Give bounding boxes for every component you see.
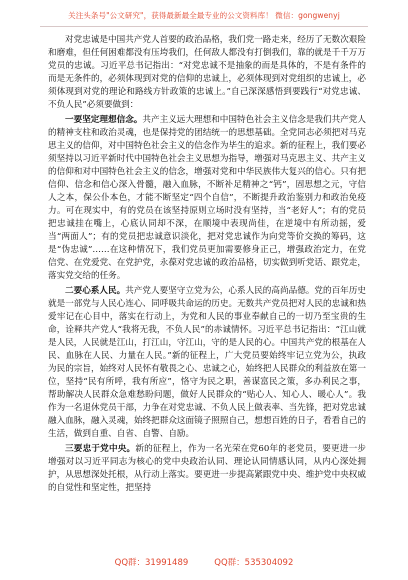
section-3 (48, 443, 366, 495)
footer-contacts (40, 552, 368, 572)
footer-qq-group-1: QQ群：31991489 (114, 558, 189, 568)
header-banner: 关注头条号"公文研究"，获得最新最全最专业的公文资料库！ 微信：gongwenyj (68, 10, 340, 20)
section-2-title: 二要心系人民。 (65, 286, 126, 296)
header-divider (40, 26, 368, 27)
footer-qq-group-2: QQ群：535304092 (214, 558, 294, 568)
section-2 (48, 285, 366, 441)
document-body (48, 34, 366, 548)
section-1 (48, 114, 366, 283)
section-3-title: 三要忠于党中央。 (65, 444, 136, 454)
section-1-text: 共产主义远大理想和中国特色社会主义信念是我们共产党人的精神支柱和政治灵魂，也是保持党的团结统一的思想基础。全党同志必须把对马克思主义的信仰，对中国特色社会主义的信念作为毕生的追求。新的征程上，我们要必须坚持以习近平新时代中国特色社会主义思想为指导，增强对马克思主义、共产主义的信仰和对中国特色社会主义的信念，增强对党和中华民族伟大复兴的信心。只有把信仰、信念和信心深入骨髓，融入血脉，不断补足精神之“钙”，固思想之元，守信人之本，保公仆本色，才能不断坚定“四个自信”，不断提升政治鉴别力和政治免疫力。可在现实中，有的党员在该坚持原则立场时没有坚持，当“老好人”；有的党员把忠诚挂在嘴上，心底认同却不深，在顺境中表现尚佳，在逆境中有所动摇，爱当“两面人”；有的党员把忠诚意识淡化，把对党忠诚作为向党等价交换的筹码，这是“伪忠诚”……在这种情况下，我们党员更加需要修身正己，增强政治定力，在党信党、在党爱党、在党护党，永葆对党忠诚的政治品格，切实做到听党话、跟党走，落实党交给的任务。 (48, 115, 366, 281)
section-2-text: 共产党人要坚守立党为公，心系人民的高尚品德。党的百年历史就是一部党与人民心连心、同呼吸共命运的历史。无数共产党员把对人民的忠诚和热爱牢记在心目中，落实在行动上，为党和人民的事业奉献自己的一切乃至宝贵的生命，诠释共产党人“我将无我，不负人民”的赤诚情怀。习近平总书记指出：“江山就是人民，人民就是江山，打江山，守江山，守的是人民的心。中国共产党的根基在人民、血脉在人民、力量在人民。”新的征程上，广大党员要始终牢记立党为公，执政为民的宗旨，始终对人民怀有敬畏之心、忠诚之心，始终把人民群众的利益放在第一位，坚持“民有所呼，我有所应”，恪守为民之职，善谋富民之策，多办利民之事，帮助解决人民群众急难愁盼问题，做好人民群众的“贴心人、知心人、暖心人”。我作为一名退休党员干部，力争在对党忠诚、不负人民上做表率、当先锋，把对党忠诚融入血脉，融入灵魂，始终把群众这面镜子照照自己，想想百姓的日子，看看自己的生活，做到自重、自省、自警、自励。 (48, 286, 366, 439)
paragraph-intro: 对党忠诚是中国共产党人首要的政治品格，我们党一路走来，经历了无数次艰险和磨难，但任何困难都没有压垮我们，任何敌人都没有打倒我们，靠的就是千千万万党员的忠诚。习近平总书记指出：“对党忠诚不是抽象的而是具体的，不是有条件的而是无条件的，必须体现到对党的信仰的忠诚上，必须体现到对党组织的忠诚上，必须体现到对党的理论和路线方针政策的忠诚上。”自己深深感悟到要践行“对党忠诚、不负人民”必须要做到： (48, 35, 366, 110)
section-3-text: 新的征程上，作为一名光荣在党60年的老党员，要更进一步增强对以习近平同志为核心的党中央政治认同、理论认同情感认同，从内心深处拥护，从思想深处托根，从行动上落实。要更进一步提高紧跟党中央、维护党中央权威的自觉性和坚定性，把坚持 (48, 444, 366, 493)
section-1-title: 一要坚定理想信念。 (65, 115, 143, 125)
